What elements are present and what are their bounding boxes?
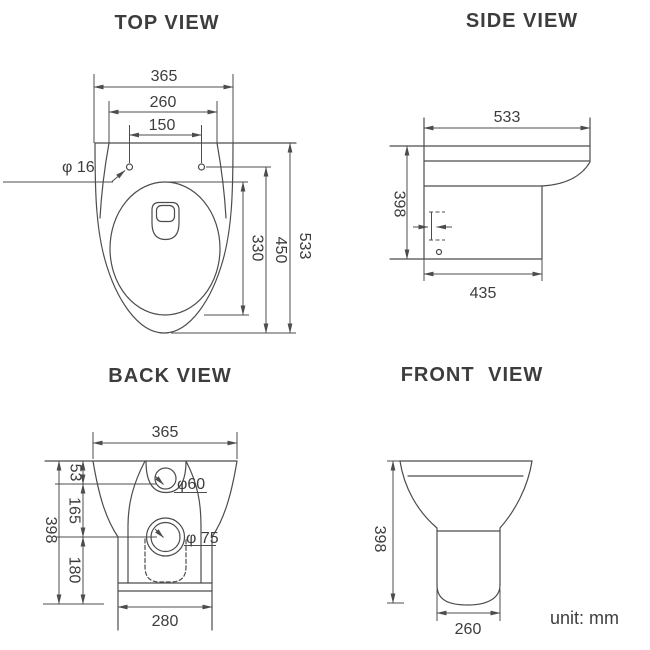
side-view	[390, 10, 590, 302]
dim-side-base-depth: 435	[469, 285, 497, 302]
top-outer-outline	[95, 143, 233, 333]
dim-top-overall-width: 365	[150, 68, 178, 85]
dim-front-height: 398	[371, 525, 388, 553]
dim-top-seat-width: 260	[149, 94, 177, 111]
dim-back-outlet-height: 180	[65, 556, 83, 584]
front-view-title: FRONT VIEW	[400, 364, 544, 386]
back-view-title: BACK VIEW	[108, 365, 232, 387]
back-outer-right	[212, 461, 237, 537]
top-flush-outlet-inner	[157, 206, 175, 222]
top-view-title: TOP VIEW	[114, 12, 220, 34]
unit-note: unit: mm	[550, 608, 620, 628]
dim-top-hole-spacing: 150	[148, 117, 176, 134]
front-outer-left	[400, 461, 437, 585]
dim-top-overall-depth: 533	[296, 232, 313, 260]
back-inner-left	[128, 461, 145, 583]
top-fixing-hole-left	[127, 164, 133, 170]
top-rim-right	[217, 143, 226, 218]
dim-back-overall-width: 365	[151, 424, 179, 441]
front-view	[371, 364, 543, 638]
top-fixing-hole-right	[199, 164, 205, 170]
dim-front-base-width: 260	[454, 621, 482, 638]
dim-side-depth: 533	[493, 109, 521, 126]
dim-top-holes-to-front: 450	[272, 236, 289, 264]
side-fixing-hole	[437, 250, 442, 255]
dim-top-bowl-opening: 330	[248, 234, 266, 262]
dim-top-hole-diameter: φ 16	[62, 159, 95, 176]
front-base-curve	[437, 585, 500, 605]
leader-arrow	[155, 529, 164, 538]
side-bowl-curve	[542, 162, 590, 186]
front-outer-right	[500, 461, 532, 585]
dim-side-height: 398	[390, 190, 408, 218]
side-view-title: SIDE VIEW	[465, 10, 579, 32]
back-view	[42, 365, 237, 630]
back-trapway-hidden	[145, 539, 186, 582]
dim-back-inlet-drop: 53	[66, 463, 84, 482]
back-outer-left	[93, 461, 118, 537]
dim-back-base-width: 280	[151, 613, 179, 630]
dim-back-height: 398	[42, 516, 59, 544]
top-view	[3, 12, 313, 333]
leader-arrow	[112, 171, 125, 182]
dim-back-inlet-to-outlet: 165	[65, 497, 83, 524]
dim-back-inlet-diameter: φ60	[177, 476, 206, 493]
dim-back-outlet-diameter: φ 75	[186, 530, 219, 547]
top-rim-left	[100, 143, 109, 218]
